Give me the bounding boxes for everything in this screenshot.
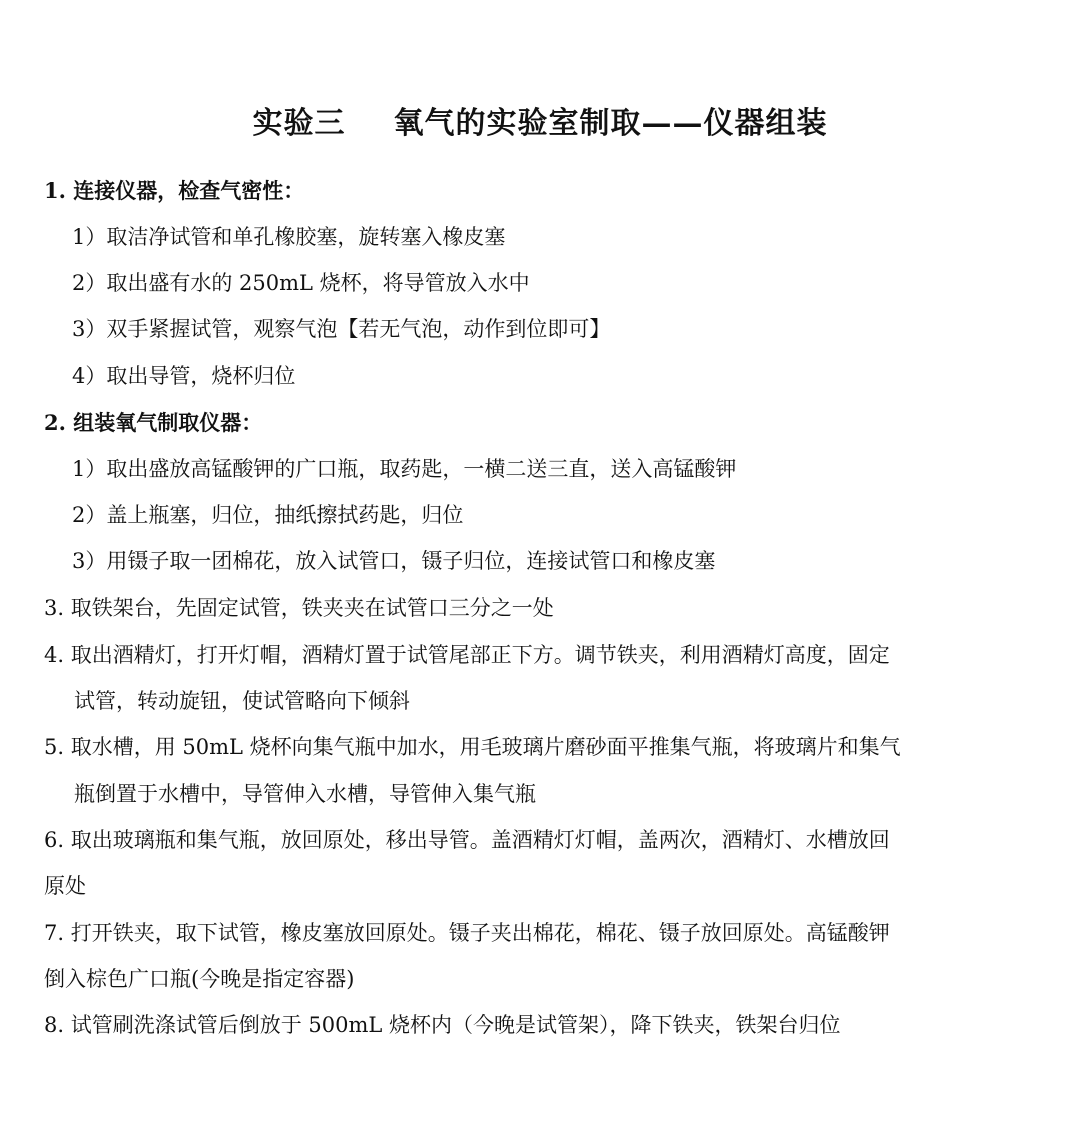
step-text: 4）取出导管，烧杯归位 bbox=[72, 364, 296, 388]
title-experiment-name: 氧气的实验室制取——仪器组装 bbox=[393, 106, 828, 141]
section-heading-connect: 1. 连接仪器，检查气密性： bbox=[44, 178, 305, 203]
step-text: 2）取出盛有水的 250mL 烧杯，将导管放入水中 bbox=[72, 271, 530, 295]
section-heading-assemble: 2. 组装氧气制取仪器： bbox=[44, 410, 263, 435]
step-text: 8. 试管刷洗涤试管后倒放于 500mL 烧杯内（今晚是试管架），降下铁夹，铁架台归位 bbox=[44, 1013, 841, 1037]
step-text-continuation: 倒入棕色广口瓶(今晚是指定容器) bbox=[44, 967, 355, 991]
step-text: 4. 取出酒精灯，打开灯帽，酒精灯置于试管尾部正下方。调节铁夹，利用酒精灯高度，固定 bbox=[44, 643, 890, 667]
step-text: 7. 打开铁夹，取下试管，橡皮塞放回原处。镊子夹出棉花，棉花、镊子放回原处。高锰酸钾 bbox=[44, 921, 890, 945]
step-text: 5. 取水槽，用 50mL 烧杯向集气瓶中加水，用毛玻璃片磨砂面平推集气瓶，将玻璃片和集气 bbox=[44, 735, 901, 759]
title-experiment-number: 实验三 bbox=[252, 106, 346, 141]
step-text-continuation: 瓶倒置于水槽中，导管伸入水槽，导管伸入集气瓶 bbox=[74, 782, 536, 806]
step-text: 3）用镊子取一团棉花，放入试管口，镊子归位，连接试管口和橡皮塞 bbox=[72, 549, 716, 573]
step-text: 3. 取铁架台，先固定试管，铁夹夹在试管口三分之一处 bbox=[44, 596, 554, 620]
step-text: 1）取洁净试管和单孔橡胶塞，旋转塞入橡皮塞 bbox=[72, 225, 506, 249]
step-text: 2）盖上瓶塞，归位，抽纸擦拭药匙，归位 bbox=[72, 503, 464, 527]
step-text: 6. 取出玻璃瓶和集气瓶，放回原处，移出导管。盖酒精灯灯帽，盖两次，酒精灯、水槽放回 bbox=[44, 828, 890, 852]
page-title bbox=[0, 98, 1080, 142]
step-text-continuation: 原处 bbox=[44, 874, 86, 898]
step-text-continuation: 试管，转动旋钮，使试管略向下倾斜 bbox=[74, 689, 410, 713]
step-text: 1）取出盛放高锰酸钾的广口瓶，取药匙，一横二送三直，送入高锰酸钾 bbox=[72, 457, 737, 481]
step-text: 3）双手紧握试管，观察气泡【若无气泡，动作到位即可】 bbox=[72, 317, 611, 341]
